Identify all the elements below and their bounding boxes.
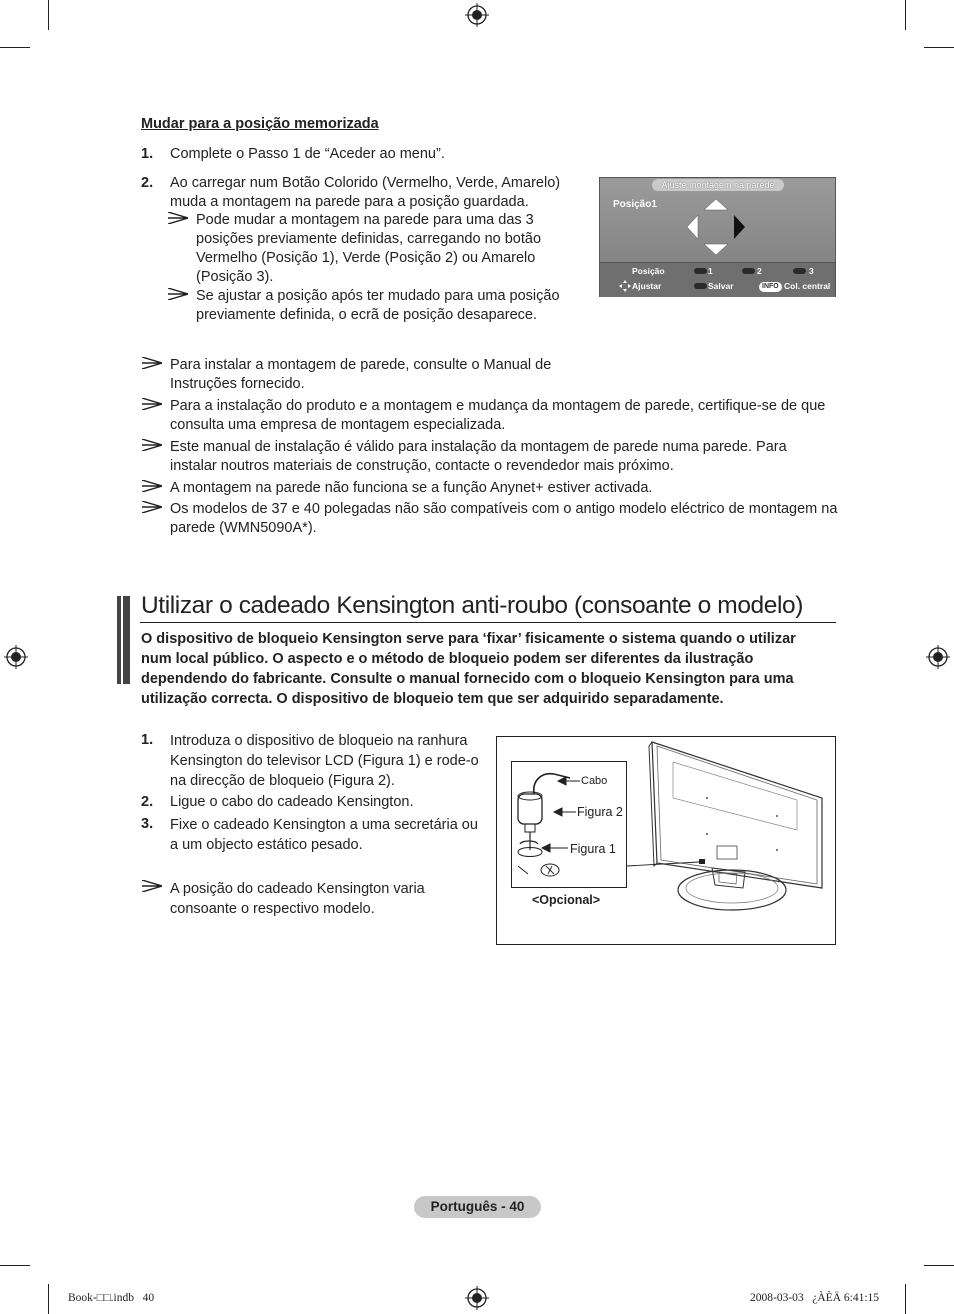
step-number: 1. (141, 732, 154, 748)
step-text: Fixe o cadeado Kensington a uma secretária ou a um objecto estático pesado. (170, 817, 478, 853)
crop-mark (924, 1265, 954, 1266)
step-text: Ao carregar num Botão Colorido (Vermelho, Verde, Amarelo) muda a montagem na parede para a posição guardada. (170, 175, 561, 210)
note-text: Este manual de instalação é válido para instalação da montagem de parede numa parede. Para instalar noutros materiais de construção, contacte o revendedor mais próximo. (170, 439, 787, 474)
direction-arrows-icon (686, 198, 746, 256)
osd-label: Ajustar (632, 281, 662, 291)
move-icon (619, 280, 631, 292)
optional-label: <Opcional> (532, 893, 601, 907)
step-number: 1. (141, 146, 154, 162)
osd-bottom-bar (600, 262, 835, 297)
note-text: Pode mudar a montagem na parede para uma das 3 posições previamente definidas, carregando no botão Vermelho (Posição 1), Verde (Posição 2) ou Amarelo (Posição 3). (196, 212, 542, 285)
crop-mark (48, 0, 49, 30)
cable-label: Cabo (581, 775, 608, 787)
figure2-label: Figura 2 (577, 805, 623, 819)
info-button-icon: INFO (759, 282, 782, 292)
osd-label: Posição (632, 266, 665, 276)
section-intro: O dispositivo de bloqueio Kensington serve para ‘fixar’ fisicamente o sistema quando o utilizar num local público. O aspecto e o método de bloqueio podem ser diferentes da ilustração dependendo do fabricante. Consulte o manual fornecido com o bloqueio Kensington para uma utilização correcta. O dispositivo de bloqueio tem que ser adquirido separadamente. (141, 631, 796, 707)
red-button-icon (694, 268, 707, 274)
registration-mark-icon (926, 645, 950, 669)
section-rule (140, 622, 836, 623)
note-arrow-icon (142, 480, 162, 492)
section-marker (123, 596, 130, 684)
note-arrow-icon (142, 357, 162, 369)
figure1-label: Figura 1 (570, 842, 616, 856)
pointer-arrow-icon (556, 775, 580, 787)
print-slug-left: Book-□□.indb 40 (68, 1292, 155, 1304)
wall-mount-osd (599, 177, 836, 297)
note-text: Para a instalação do produto e a montagem e mudança da montagem de parede, certifique-se de que consulta uma empresa de montagem especializada. (170, 398, 826, 433)
osd-position-label: Posição1 (613, 199, 657, 210)
osd-label: 1 (708, 266, 713, 276)
pointer-arrow-icon (552, 806, 576, 818)
registration-mark-icon (4, 645, 28, 669)
tv-rear-illustration (627, 738, 832, 914)
registration-mark-icon (465, 3, 489, 27)
print-slug-right: 2008-03-03 ¿ÀÈÄ 6:41:15 (750, 1292, 880, 1304)
crop-mark (924, 47, 954, 48)
button-icon (694, 283, 707, 289)
crop-mark (0, 1265, 30, 1266)
note-arrow-icon (168, 288, 188, 300)
note-text: A montagem na parede não funciona se a função Anynet+ estiver activada. (170, 480, 653, 496)
note-text: Os modelos de 37 e 40 polegadas não são compatíveis com o antigo modelo eléctrico de montagem na parede (WMN5090A*). (170, 501, 838, 536)
green-button-icon (742, 268, 755, 274)
section-heading: Mudar para a posição memorizada (141, 116, 379, 132)
step-number: 3. (141, 816, 154, 832)
note-arrow-icon (142, 439, 162, 451)
step-text: Introduza o dispositivo de bloqueio na ranhura Kensington do televisor LCD (Figura 1) e rode-o na direcção de bloqueio (Figura 2). (170, 733, 479, 789)
osd-label: Salvar (708, 281, 734, 291)
note-arrow-icon (142, 501, 162, 513)
note-text: Para instalar a montagem de parede, consulte o Manual de Instruções fornecido. (170, 357, 552, 392)
osd-label: 2 (757, 266, 762, 276)
step-number: 2. (141, 794, 154, 810)
pointer-arrow-icon (540, 842, 568, 854)
yellow-button-icon (793, 268, 806, 274)
note-text: Se ajustar a posição após ter mudado para uma posição previamente definida, o ecrã de posição desaparece. (196, 288, 560, 323)
step-number: 2. (141, 175, 154, 191)
section-marker (117, 596, 121, 684)
section-title: Utilizar o cadeado Kensington anti-roubo (consoante o modelo) (141, 592, 804, 619)
crop-mark (905, 1284, 906, 1314)
osd-title: Ajuste montagem na parede (652, 179, 784, 191)
note-arrow-icon (142, 880, 162, 892)
note-arrow-icon (168, 212, 188, 224)
osd-label: Col. central (784, 281, 831, 291)
note-arrow-icon (142, 398, 162, 410)
step-text: Ligue o cabo do cadeado Kensington. (170, 794, 414, 810)
osd-label: 3 (809, 266, 814, 276)
registration-mark-icon (465, 1286, 489, 1310)
crop-mark (0, 47, 30, 48)
crop-mark (48, 1284, 49, 1314)
page-number: Português - 40 (414, 1196, 541, 1218)
crop-mark (905, 0, 906, 30)
note-text: A posição do cadeado Kensington varia consoante o respectivo modelo. (170, 881, 425, 917)
step-text: Complete o Passo 1 de “Aceder ao menu”. (170, 146, 445, 162)
